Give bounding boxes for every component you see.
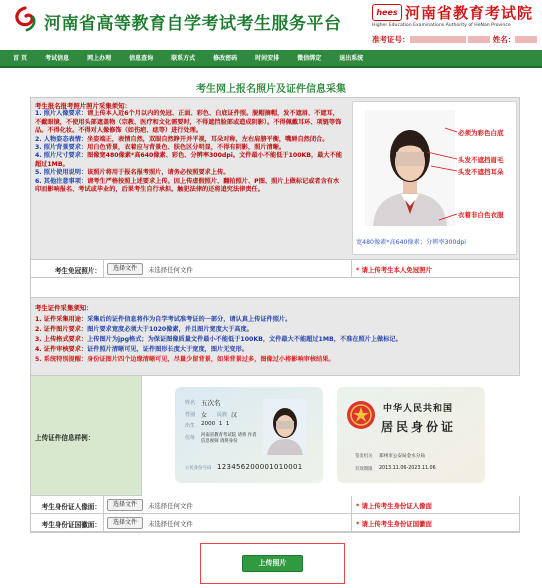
photo-upload-label: 考生免冠照片：: [54, 267, 101, 275]
annotation-hair-ears: 头发不遮挡耳朵: [458, 168, 504, 176]
note-key: 3. 上传格式要求：: [35, 336, 88, 343]
photo-note-item: [35, 110, 345, 135]
photo-notes-title: 考生报名报考照片照片采集须知：: [35, 102, 131, 110]
exam-authority-name: 河南省教育考试院: [405, 4, 534, 22]
note-text: 证件照片清晰可见，证件图形长度大于宽度，图片无变形。: [87, 346, 248, 353]
exam-authority-logo: [372, 3, 536, 33]
exam-seal-icon: hees: [372, 4, 402, 21]
note-key: 1. 证件采集用途：: [35, 316, 88, 323]
id-name-label: 姓名: [185, 400, 196, 406]
ticket-number-value: [410, 36, 466, 43]
row-divider: [103, 514, 104, 531]
row-divider: [351, 514, 352, 531]
exam-authority-name-en: Higher Education Examinations Authority of HeNan Province: [372, 23, 511, 28]
site-header: [0, 0, 542, 44]
id-sample-section: [31, 376, 519, 496]
candidate-info: [372, 34, 537, 45]
photo-notes-list: [35, 110, 345, 194]
id-back-upload-label: 考生身份证国徽面：: [41, 521, 101, 529]
id-number-value: 123456200001010001: [217, 463, 303, 471]
note-text: 图片要求宽度必须大于1020像素，并且图片宽度大于高度。: [87, 326, 253, 333]
id-note-item: [35, 345, 515, 355]
id-note-item: [35, 355, 515, 365]
collection-form: [30, 97, 520, 533]
id-front-file-status: 未选择任何文件: [148, 502, 193, 510]
id-notes-list: [35, 315, 515, 365]
id-back-file-status: 未选择任何文件: [148, 520, 193, 528]
id-front-choose-file-button[interactable]: 选择文件: [107, 499, 143, 511]
upload-photo-button[interactable]: 上传照片: [242, 555, 303, 572]
annotation-non-white-clothes: 衣着非白色衣服: [458, 211, 504, 219]
id-sex-label: 性别: [185, 412, 196, 418]
id-front-upload-tip: * 请上传考生身份证人像面: [356, 502, 432, 510]
note-text: 身份证图片四个边缘清晰可见，尽量少留背景，如果背景过多，图像过小将影响审核结果。: [87, 356, 335, 363]
row-divider: [103, 260, 104, 277]
note-text: 上传图片为jpg格式；为保证图像质量文件最小不能低于100KB，文件最大不能超过1MB，不准在照片上做标记。: [87, 336, 402, 343]
id-sample-images: [142, 376, 520, 496]
id-card-back-sample: [337, 387, 485, 483]
sample-photo-caption: 宽480像素*高640像素；分辨率300dpi: [356, 239, 466, 246]
id-birth-label: 出生: [185, 423, 196, 429]
note-text: 采集后的证件信息将作为自学考试准考证的一部分，请认真上传证件照片。: [87, 316, 292, 323]
photo-choose-file-button[interactable]: 选择文件: [107, 263, 143, 275]
nav-home[interactable]: 首 页: [13, 55, 28, 62]
id-card-front-sample: [175, 387, 323, 483]
photo-file-status: 未选择任何文件: [148, 266, 193, 274]
id-name-value: 五次名: [201, 399, 221, 407]
nav-exam-info[interactable]: 考试信息: [45, 55, 70, 62]
note-text: 请上传本人近6个月以内的免冠、正面、彩色、白底证件照。脱帽摘帽，发不遮眉、不遮耳，不戴眼镜，不使用头部遮盖物（宗教、医疗和文化需要时，不得遮挡脸部或造成阴影）。不得佩戴耳环、项链等饰品。不得化妆。不得对人像修饰（如伤疤、痣等）进行处理。: [35, 110, 342, 135]
id-back-upload-tip: * 请上传考生身份证国徽面: [356, 520, 432, 528]
note-text: 请考生严格按照上述要求上传。因上传虚假照片、翻拍照片、P图、照片上做标记或者含有水印而影响报名、考试或毕业的，后果考生自行承担。触犯法律的还将追究法律责任。: [35, 177, 340, 194]
id-back-authority-value: 郑州市公安局金水分局: [379, 454, 425, 459]
row-divider: [351, 260, 352, 277]
page-title: 考生网上报名照片及证件信息采集: [196, 84, 346, 95]
id-address-value: 河南省教育考试院 请将 作者信息视频 请将身份: [201, 433, 257, 444]
id-note-item: [35, 325, 515, 335]
nav-contact[interactable]: 联系方式: [171, 55, 196, 62]
note-text: 图像宽480像素*高640像素、彩色、分辨率300dpi。文件最小不能低于100KB，最大不能超过1MB。: [35, 152, 342, 168]
id-back-authority-label: 签发机关: [355, 454, 373, 459]
swirl-logo-icon: [12, 6, 38, 32]
sample-photo-panel: [352, 101, 517, 255]
nav-online-services[interactable]: 网上办理: [87, 55, 112, 62]
photo-note-item: [35, 178, 345, 195]
id-note-item: [35, 335, 515, 345]
id-back-valid-label: 有效期限: [355, 467, 373, 472]
note-text: 该照片将用于报名报考照片，请务必按照要求上传。: [87, 169, 230, 177]
row-divider: [351, 496, 352, 513]
note-key: 5. 照片使用说明：: [35, 169, 88, 177]
note-key: 2. 人物姿态表情：: [35, 135, 88, 143]
photo-note-item: [35, 136, 345, 144]
photo-upload-row: [31, 260, 519, 278]
nav-info-query[interactable]: 信息查询: [129, 55, 154, 62]
id-back-upload-row: [31, 514, 519, 532]
photo-notes: [35, 102, 345, 194]
name-label: 姓名：: [492, 35, 516, 44]
row-divider: [103, 496, 104, 513]
id-front-upload-label: 考生身份证人像面：: [41, 503, 101, 511]
id-sample-label: 上传证件信息样例：: [35, 434, 95, 442]
nav-change-password[interactable]: 修改密码: [213, 55, 238, 62]
id-number-label: 公民身份号码: [185, 466, 212, 471]
section-spacer: [31, 278, 519, 298]
id-notes-title: 考生证件采集须知：: [35, 304, 93, 312]
id-back-choose-file-button[interactable]: 选择文件: [107, 517, 143, 529]
note-key: 4. 证件审核要求：: [35, 346, 88, 353]
id-ethnic-label: 民族: [217, 412, 228, 418]
note-text: 用白色背景，衣着应与背景色、肤色区分明显，不得有阴影，照片清晰。: [87, 144, 286, 152]
note-key: 1. 照片人像要求：: [35, 110, 88, 118]
note-key: 5. 系统特别提醒：: [35, 356, 88, 363]
annotation-white-background: 必须为彩色白底: [458, 129, 504, 137]
note-key: 4. 照片尺寸要求：: [35, 152, 88, 160]
redacted-block: [468, 36, 490, 43]
note-text: 坐姿端正，表情自然，双眼自然睁开并平视，耳朵对称，左右肩膀平衡，嘴唇自然闭合。: [87, 135, 329, 143]
id-front-upload-row: [31, 496, 519, 514]
id-back-valid-value: 2013.11.06-2023.11.06: [379, 466, 436, 471]
note-key: 6. 其他注意事项：: [35, 177, 88, 185]
id-ethnic-value: 汉: [231, 412, 238, 419]
nav-wechat-bind[interactable]: 微信绑定: [297, 55, 322, 62]
id-address-label: 住址: [185, 435, 196, 441]
note-key: 3. 照片背景要求：: [35, 144, 88, 152]
id-requirements-section: [31, 298, 519, 376]
id-birth-value: 2000 1 1: [201, 421, 230, 427]
nav-schedule[interactable]: 时间安排: [255, 55, 280, 62]
submit-highlight-box: [200, 543, 345, 584]
note-key: 2. 证件图片要求：: [35, 326, 88, 333]
id-back-card-type: 居民身份证: [381, 420, 457, 434]
id-note-item: [35, 315, 515, 325]
ticket-number-label: 准考证号：: [372, 35, 410, 44]
nav-logout[interactable]: 退出系统: [339, 55, 364, 62]
name-value: [515, 36, 537, 43]
photo-note-item: [35, 169, 345, 177]
id-back-country: 中华人民共和国: [383, 404, 454, 414]
photo-note-item: [35, 152, 345, 169]
main-nav: [0, 50, 542, 68]
site-title: 河南省高等教育自学考试考生服务平台: [44, 14, 342, 34]
id-sex-value: 女: [201, 412, 208, 419]
sample-portrait-image: [365, 110, 455, 226]
photo-requirements-section: [31, 98, 519, 260]
photo-upload-tip: * 请上传考生本人免冠照片: [356, 266, 432, 274]
annotation-hair-eyebrows: 头发不遮挡眉毛: [458, 156, 504, 164]
